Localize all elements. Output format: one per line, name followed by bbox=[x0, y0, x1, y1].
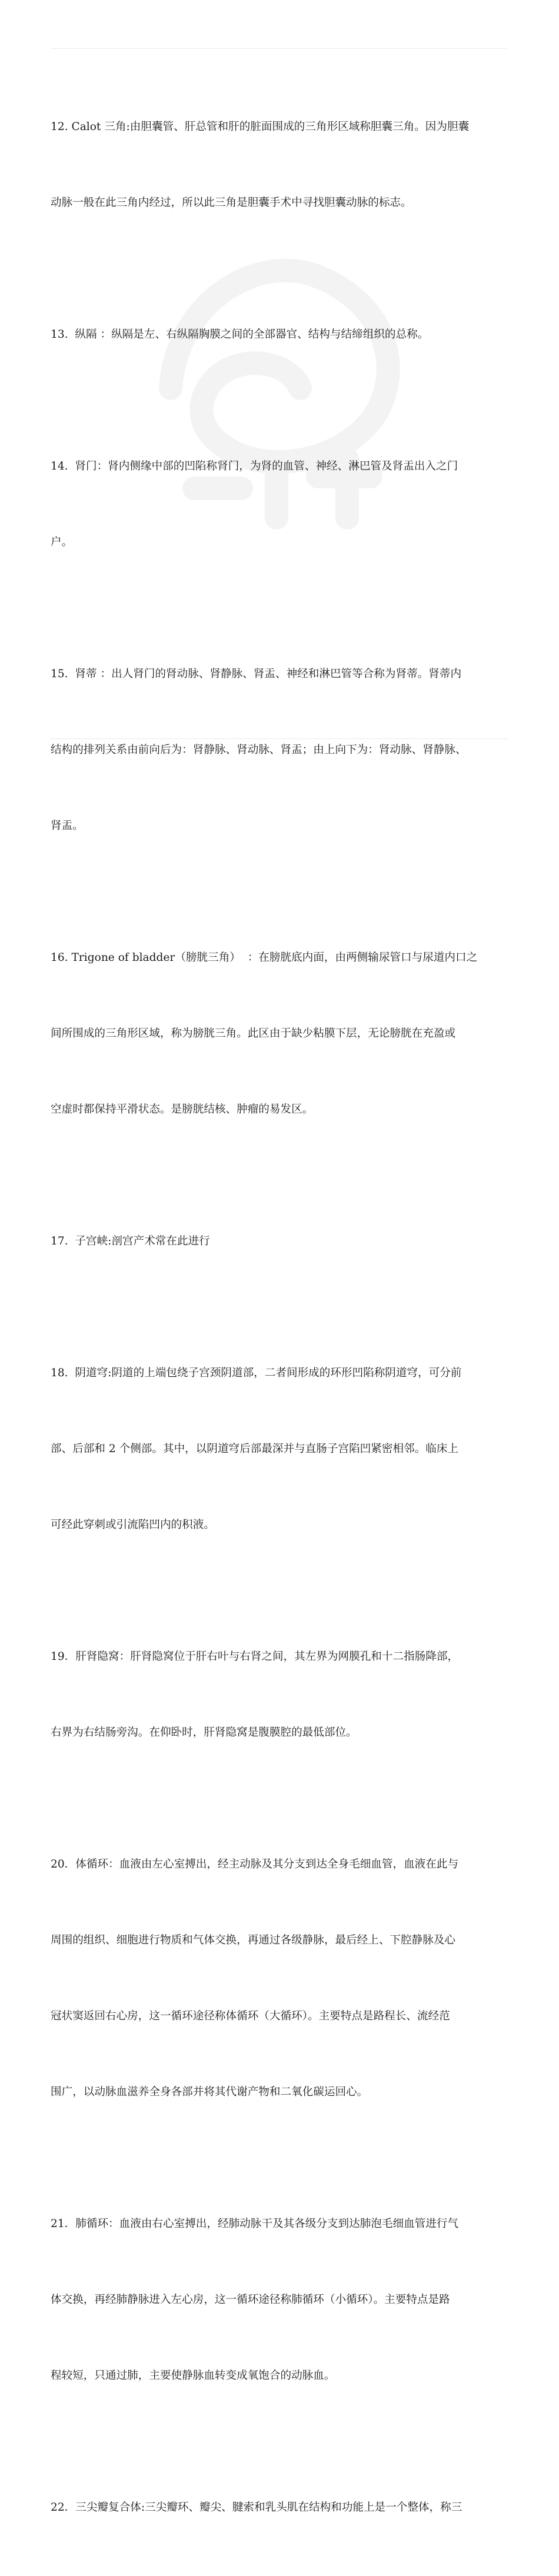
text-line: 17. 子宫峡:剖宫产术常在此进行 bbox=[51, 1235, 210, 1247]
text-line: 19．肝肾隐窝：肝肾隐窝位于肝右叶与右肾之间，其左界为网膜孔和十二指肠降部， bbox=[51, 1650, 459, 1663]
text-line: 体交换，再经肺静脉进入左心房，这一循环途径称肺循环（小循环）。主要特点是路 bbox=[51, 2294, 450, 2306]
text-line: 15. 肾蒂 ：出人肾门的肾动脉、肾静脉、肾盂、神经和淋巴管等合称为肾蒂。肾蒂内 bbox=[51, 668, 462, 680]
text-line: 16. Trigone of bladder（膀胱三角） ：在膀胱底内面，由两侧输尿管口与尿道内口之 bbox=[51, 951, 478, 964]
paragraph-21-pulmonary-circulation bbox=[51, 2161, 515, 2439]
text-line: 可经此穿刺或引流陷凹内的积液。 bbox=[51, 1519, 215, 1531]
text-line: 间所围成的三角形区域，称为膀胱三角。此区由于缺少粘膜下层，无论膀胱在充盈或 bbox=[51, 1027, 455, 1040]
paragraph-20-systemic-circulation bbox=[51, 1801, 515, 2155]
text-line: 13. 纵隔 ：纵隔是左、右纵隔胸膜之间的全部器官、结构与结缔组织的总称。 bbox=[51, 328, 429, 341]
text-line: 程较短，只通过肺，主要使静脉血转变成氧饱合的动脉血。 bbox=[51, 2369, 335, 2382]
footer-divider bbox=[51, 738, 507, 739]
header-divider bbox=[51, 48, 507, 49]
paragraph-13-mediastinum bbox=[51, 271, 515, 398]
text-line: 14. 肾门：肾内侧缘中部的凹陷称肾门，为肾的血管、神经、淋巴管及肾盂出入之门 bbox=[51, 460, 458, 472]
text-line: 20．体循环：血液由左心室搏出，经主动脉及其分支到达全身毛细血管，血液在此与 bbox=[51, 1858, 459, 1871]
text-line: 肾盂。 bbox=[51, 820, 84, 832]
text-line: 动脉一般在此三角内经过，所以此三角是胆囊手术中寻找胆囊动脉的标志。 bbox=[51, 197, 412, 209]
text-line: 22．三尖瓣复合体:三尖瓣环、瓣尖、腱索和乳头肌在结构和功能上是一个整体，称三 bbox=[51, 2501, 462, 2514]
text-line: 户。 bbox=[51, 536, 73, 548]
text-line: 周围的组织、细胞进行物质和气体交换，再通过各级静脉，最后经上、下腔静脉及心 bbox=[51, 1934, 455, 1946]
text-line: 空虚时都保持平滑状态。是膀胱结核、肿瘤的易发区。 bbox=[51, 1103, 314, 1116]
text-line: 21．肺循环：血液由右心室搏出，经肺动脉干及其各级分支到达肺泡毛细血管进行气 bbox=[51, 2218, 459, 2230]
paragraph-12-calot-triangle bbox=[51, 64, 515, 266]
text-line: 部、后部和 2 个侧部。其中，以阴道穹后部最深并与直肠子宫陷凹紧密相邻。临床上 bbox=[51, 1443, 459, 1455]
text-line: 冠状窦返回右心房，这一循环途径称体循环（大循环）。主要特点是路程长、流经范 bbox=[51, 2010, 450, 2022]
text-line: 18. 阴道穹:阴道的上端包绕子宫颈阴道部，二者间形成的环形凹陷称阴道穹，可分前 bbox=[51, 1367, 462, 1379]
text-line: 结构的排列关系由前向后为：肾静脉、肾动脉、肾盂；由上向下为：肾动脉、肾静脉、 bbox=[51, 744, 467, 756]
paragraph-16-trigone-of-bladder bbox=[51, 894, 515, 1173]
document-body bbox=[51, 64, 515, 2576]
paragraph-19-hepatorenal-recess bbox=[51, 1593, 515, 1796]
text-line: 12. Calot 三角:由胆囊管、肝总管和肝的脏面围成的三角形区域称胆囊三角。因为胆囊 bbox=[51, 121, 470, 133]
text-line: 围广，以动脉血滋养全身各部并将其代谢产物和二氧化碳运回心。 bbox=[51, 2086, 368, 2098]
paragraph-17-isthmus-of-uterus bbox=[51, 1178, 515, 1304]
paragraph-18-fornix-of-vagina bbox=[51, 1310, 515, 1588]
paragraph-14-renal-hilum bbox=[51, 403, 515, 605]
paragraph-22-tricuspid-complex bbox=[51, 2444, 515, 2571]
paragraph-15-renal-pedicle bbox=[51, 611, 515, 889]
text-line: 右界为右结肠旁沟。在仰卧时，肝肾隐窝是腹膜腔的最低部位。 bbox=[51, 1726, 357, 1739]
